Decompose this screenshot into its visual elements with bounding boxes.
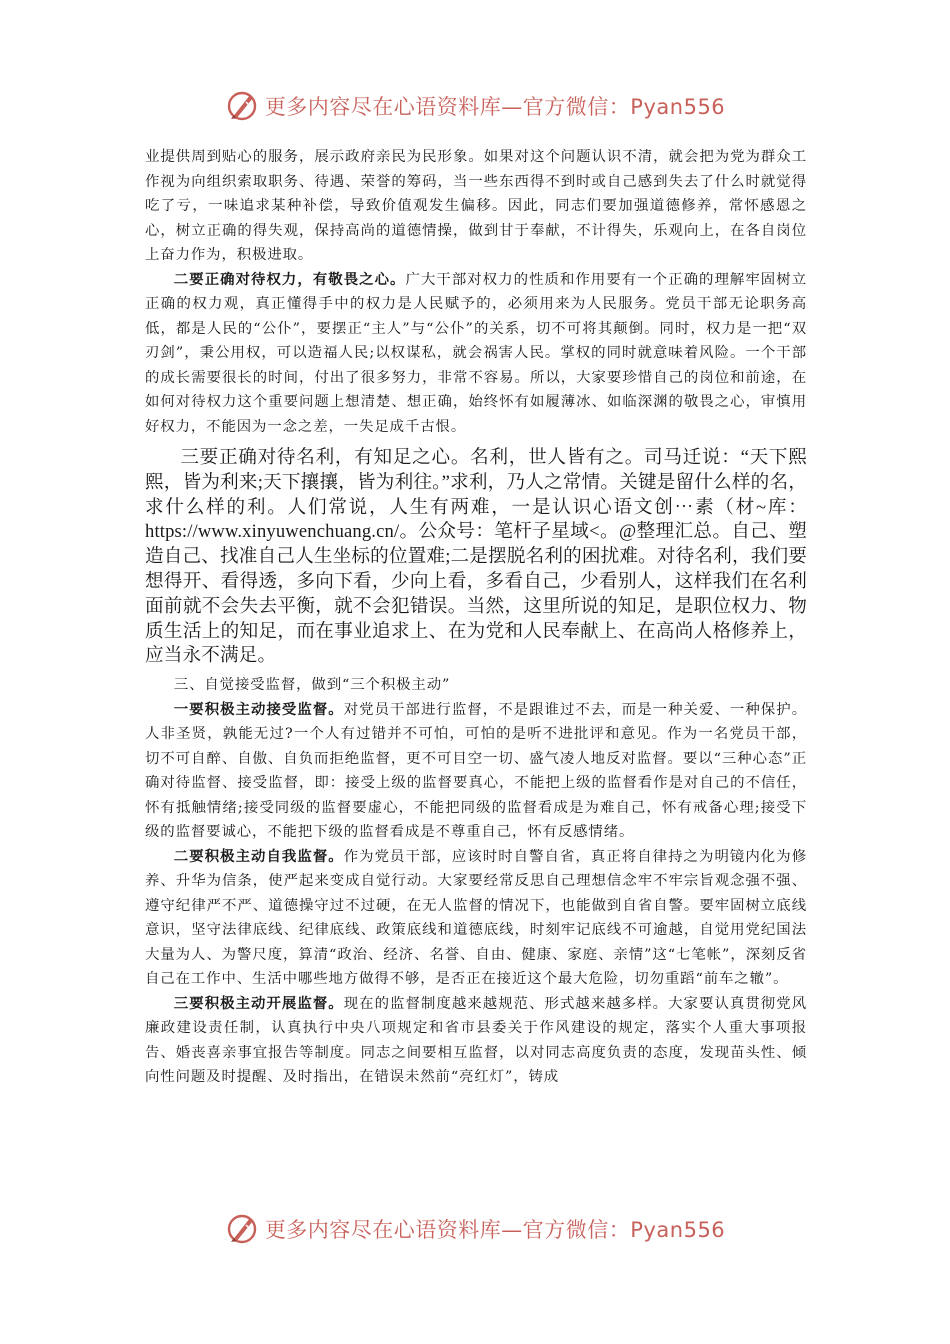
footer-banner <box>0 1209 950 1249</box>
paragraph <box>145 268 807 440</box>
paragraph-body: 对党员干部进行监督，不是跟谁过不去，而是一种关爱、一种保护。人非圣贤，孰能无过?一个人有过错并不可怕，可怕的是听不进批评和意见。作为一名党员干部，切不可自醉、自傲、自负而拒绝监督，更不可目空一切、盛气凌人地反对监督。要以“三种心态”正确对待监督、接受监督，即：接受上级的监督要真心，不能把上级的监督看作是对自己的不信任，怀有抵触情绪;接受同级的监督要虚心，不能把同级的监督看成是为难自己，怀有戒备心理;接受下级的监督要诚心，不能把下级的监督看成是不尊重自己，怀有反感情绪。 <box>145 701 807 841</box>
paragraph: 业提供周到贴心的服务，展示政府亲民为民形象。如果对这个问题认识不清，就会把为党为群众工作视为向组织索取职务、待遇、荣誉的筹码，当一些东西得不到时或自己感到失去了什么时就觉得吃了亏，一味追求某种补偿，导致价值观发生偏移。因此，同志们要加强道德修养，常怀感恩之心，树立正确的得失观，保持高尚的道德情操，做到甘于奉献，不计得失，乐观向上，在各自岗位上奋力作为，积极进取。 <box>145 149 807 263</box>
paragraph-lead: 三要积极主动开展监督。 <box>173 994 344 1012</box>
paragraph <box>145 698 807 845</box>
paragraph: 三要正确对待名利，有知足之心。名利，世人皆有之。司马迁说：“天下熙熙，皆为利来;天下攘攘，皆为利往。”求利，乃人之常情。关键是留什么样的名，求什么样的利。人们常说，人生有两难，一是认识心语文创⋯素（材~库：https://www.xinyuwenchuang.cn/。公众号：笔杆子星域<。@整理汇总。自己、塑造自己、找准自己人生坐标的位置难;二是摆脱名利的困扰难。对待名利，我们要想得开、看得透，多向下看，少向上看，多看自己，少看别人，这样我们在名利面前就不会失去平衡，就不会犯错误。当然，这里所说的知足，是职位权力、物质生活上的知足，而在事业追求上、在为党和人民奉献上、在高尚人格修养上，应当永不满足。 <box>145 447 807 667</box>
banner-text: 更多内容尽在心语资料库—官方微信：Pyan556 <box>264 1218 726 1242</box>
paragraph <box>145 992 807 1090</box>
section-heading: 三、自觉接受监督，做到“三个积极主动” <box>173 677 451 694</box>
paragraph-lead: 一要积极主动接受监督。 <box>173 700 344 718</box>
paragraph-lead: 二要积极主动自我监督。 <box>173 847 344 865</box>
paragraph-body: 现在的监督制度越来越规范、形式越来越多样。大家要认真贯彻党风廉政建设责任制，认真执行中央八项规定和省市县委关于作风建设的规定，落实个人重大事项报告、婚丧喜亲事宜报告等制度。同志之间要相互监督，以对同志高度负责的态度，发现苗头性、倾向性问题及时提醒、及时指出，在错误未然前“亮红灯”，铸成 <box>145 995 807 1086</box>
pen-logo-icon <box>225 89 259 123</box>
header-banner <box>0 86 950 126</box>
paragraph-body: 作为党员干部，应该时时自警自省，真正将自律持之为明镜内化为修养、升华为信条，使严起来变成自觉行动。大家要经常反思自己理想信念牢不牢宗旨观念强不强、遵守纪律严不严、道德操守过不过硬，在无人监督的情况下，也能做到自省自警。要牢固树立底线意识，坚守法律底线、纪律底线、政策底线和道德底线，时刻牢记底线不可逾越，自觉用党纪国法大量为人、为警尺度，算清“政治、经济、名誉、自由、健康、家庭、亲情”这“七笔帐”，深刻反省自己在工作中、生活中哪些地方做得不够，是否正在接近这个最大危险，切勿重蹈“前车之辙”。 <box>145 848 807 988</box>
banner-text: 更多内容尽在心语资料库—官方微信：Pyan556 <box>264 95 726 119</box>
paragraph-lead: 二要正确对待权力，有敬畏之心。 <box>173 270 406 288</box>
paragraph-body: 广大干部对权力的性质和作用要有一个正确的理解牢固树立正确的权力观，真正懂得手中的权力是人民赋予的，必须用来为人民服务。党员干部无论职务高低，都是人民的“公仆”，要摆正“主人”与“公仆”的关系，切不可将其颠倒。同时，权力是一把“双刃剑”，秉公用权，可以造福人民;以权谋私，就会祸害人民。掌权的同时就意味着风险。一个干部的成长需要很长的时间，付出了很多努力，非常不容易。所以，大家要珍惜自己的岗位和前途，在如何对待权力这个重要问题上想清楚、想正确，始终怀有如履薄冰、如临深渊的敬畏之心，审慎用好权力，不能因为一念之差，一失足成千古恨。 <box>145 271 807 435</box>
paragraph <box>145 845 807 992</box>
pen-logo-icon <box>225 1212 259 1246</box>
document-body <box>145 145 807 1090</box>
